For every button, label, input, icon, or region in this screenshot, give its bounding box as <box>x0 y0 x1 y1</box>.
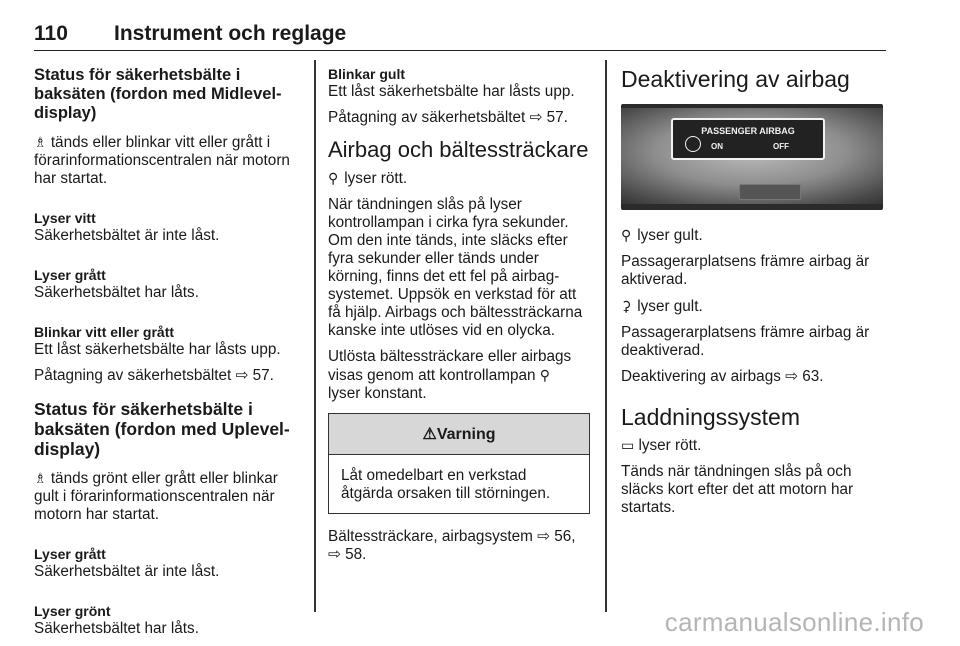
paragraph: ♗ tänds eller blinkar vitt eller grått i förarinformationscentralen när motorn har startat. <box>34 134 290 187</box>
warning-triangle-icon: ⚠ <box>422 426 437 443</box>
page-title: Instrument och reglage <box>114 22 347 45</box>
cross-reference: Påtagning av säkerhetsbältet ⇨ 57. <box>34 367 274 384</box>
arrow-ref-icon: ⇨ <box>235 367 249 384</box>
page-number: 110 <box>34 22 68 45</box>
panel-on-label: ON <box>711 142 723 151</box>
paragraph: ⚳ lyser gult. <box>621 298 703 315</box>
page-link[interactable]: 63. <box>802 368 824 385</box>
page-header <box>34 10 886 51</box>
paragraph: ♗ tänds grönt eller grått eller blinkar gult i förarinformationscentralen när motorn har startat. <box>34 470 278 523</box>
paragraph: Passagerarplatsens främre airbag är aktiverad. <box>621 253 870 288</box>
cross-reference: Påtagning av säkerhetsbältet ⇨ 57. <box>328 109 568 126</box>
battery-icon: ▭ <box>621 437 635 453</box>
seatbelt-icon: ♗ <box>34 470 47 486</box>
subheading: Blinkar gult <box>328 66 406 82</box>
paragraph: Säkerhetsbältet är inte låst. <box>34 563 220 580</box>
paragraph: Passagerarplatsens främre airbag är deaktiverad. <box>621 324 870 359</box>
paragraph: ⚲ lyser gult. <box>621 227 703 244</box>
paragraph: Ett låst säkerhetsbälte har låsts upp. <box>34 341 281 358</box>
cross-reference: Deaktivering av airbags ⇨ 63. <box>621 368 824 385</box>
airbag-on-icon: ⚲ <box>621 227 632 243</box>
paragraph: När tändningen slås på lyser kontrollampan i cirka fyra sekunder. Om den inte tänds, inte släcks efter fyra sekunder eller tänds under körning, finns det ett fel på airbag-systemet. Uppsök en verkstad för att få hjälp. Airbags och bältessträckarna kanske inte utlöses vid en olycka. <box>328 196 583 339</box>
paragraph: Utlösta bältessträckare eller airbags visas genom att kontrollampan ⚲ lyser konstant. <box>328 348 572 402</box>
paragraph: ⚲ lyser rött. <box>328 170 408 187</box>
seatbelt-icon: ♗ <box>34 134 47 150</box>
subheading: Lyser grått <box>34 546 106 562</box>
arrow-ref-icon: ⇨ <box>328 546 341 563</box>
paragraph: Tänds när tändningen slås på och släcks kort efter det att motorn har startats. <box>621 463 854 516</box>
panel-label: PASSENGER AIRBAG <box>701 126 795 136</box>
arrow-ref-icon: ⇨ <box>529 109 543 126</box>
page-link[interactable]: 57. <box>546 109 568 126</box>
airbag-off-symbol-icon <box>685 136 701 152</box>
column-divider <box>314 60 316 612</box>
paragraph: Säkerhetsbältet har låts. <box>34 284 199 301</box>
arrow-ref-icon: ⇨ <box>537 528 550 545</box>
arrow-ref-icon: ⇨ <box>785 368 798 385</box>
column-3 <box>621 66 885 525</box>
subheading: Lyser vitt <box>34 210 96 226</box>
section-heading: Laddningssystem <box>621 404 800 430</box>
paragraph: Ett låst säkerhetsbälte har låsts upp. <box>328 83 575 100</box>
subheading: Lyser grönt <box>34 603 111 619</box>
column-2 <box>328 66 592 572</box>
console-button <box>739 184 801 200</box>
subheading: Blinkar vitt eller grått <box>34 324 175 340</box>
warning-box <box>328 413 590 514</box>
airbag-icon: ⚲ <box>328 170 339 186</box>
section-heading: Airbag och bältessträckare <box>328 137 589 162</box>
section-heading: Status för säkerhetsbälte i baksäten (fordon med Midlevel-display) <box>34 66 282 122</box>
paragraph: ▭ lyser rött. <box>621 437 702 454</box>
section-heading: Status för säkerhetsbälte i baksäten (fordon med Uplevel-display) <box>34 399 290 459</box>
page-link[interactable]: 57. <box>252 367 274 384</box>
subheading: Lyser grått <box>34 267 106 283</box>
section-heading: Deaktivering av airbag <box>621 66 850 92</box>
paragraph: Säkerhetsbältet är inte låst. <box>34 227 220 244</box>
warning-header: ⚠Varning <box>329 414 589 455</box>
warning-body: Låt omedelbart en verkstad åtgärda orsaken till störningen. <box>341 467 551 502</box>
page-link[interactable]: 56, <box>554 528 576 545</box>
panel-off-label: OFF <box>773 142 789 151</box>
watermark: carmanualsonline.info <box>664 607 924 637</box>
column-1 <box>34 66 300 646</box>
column-divider <box>605 60 607 612</box>
airbag-panel-photo <box>621 104 883 210</box>
airbag-off-icon: ⚳ <box>621 298 632 314</box>
airbag-icon: ⚲ <box>539 367 550 383</box>
cross-reference: Bältessträckare, airbagsystem ⇨ 56, ⇨ 58. <box>328 528 576 563</box>
paragraph: Säkerhetsbältet har låts. <box>34 620 199 637</box>
passenger-airbag-panel <box>671 118 825 160</box>
page-link[interactable]: 58. <box>345 546 367 563</box>
